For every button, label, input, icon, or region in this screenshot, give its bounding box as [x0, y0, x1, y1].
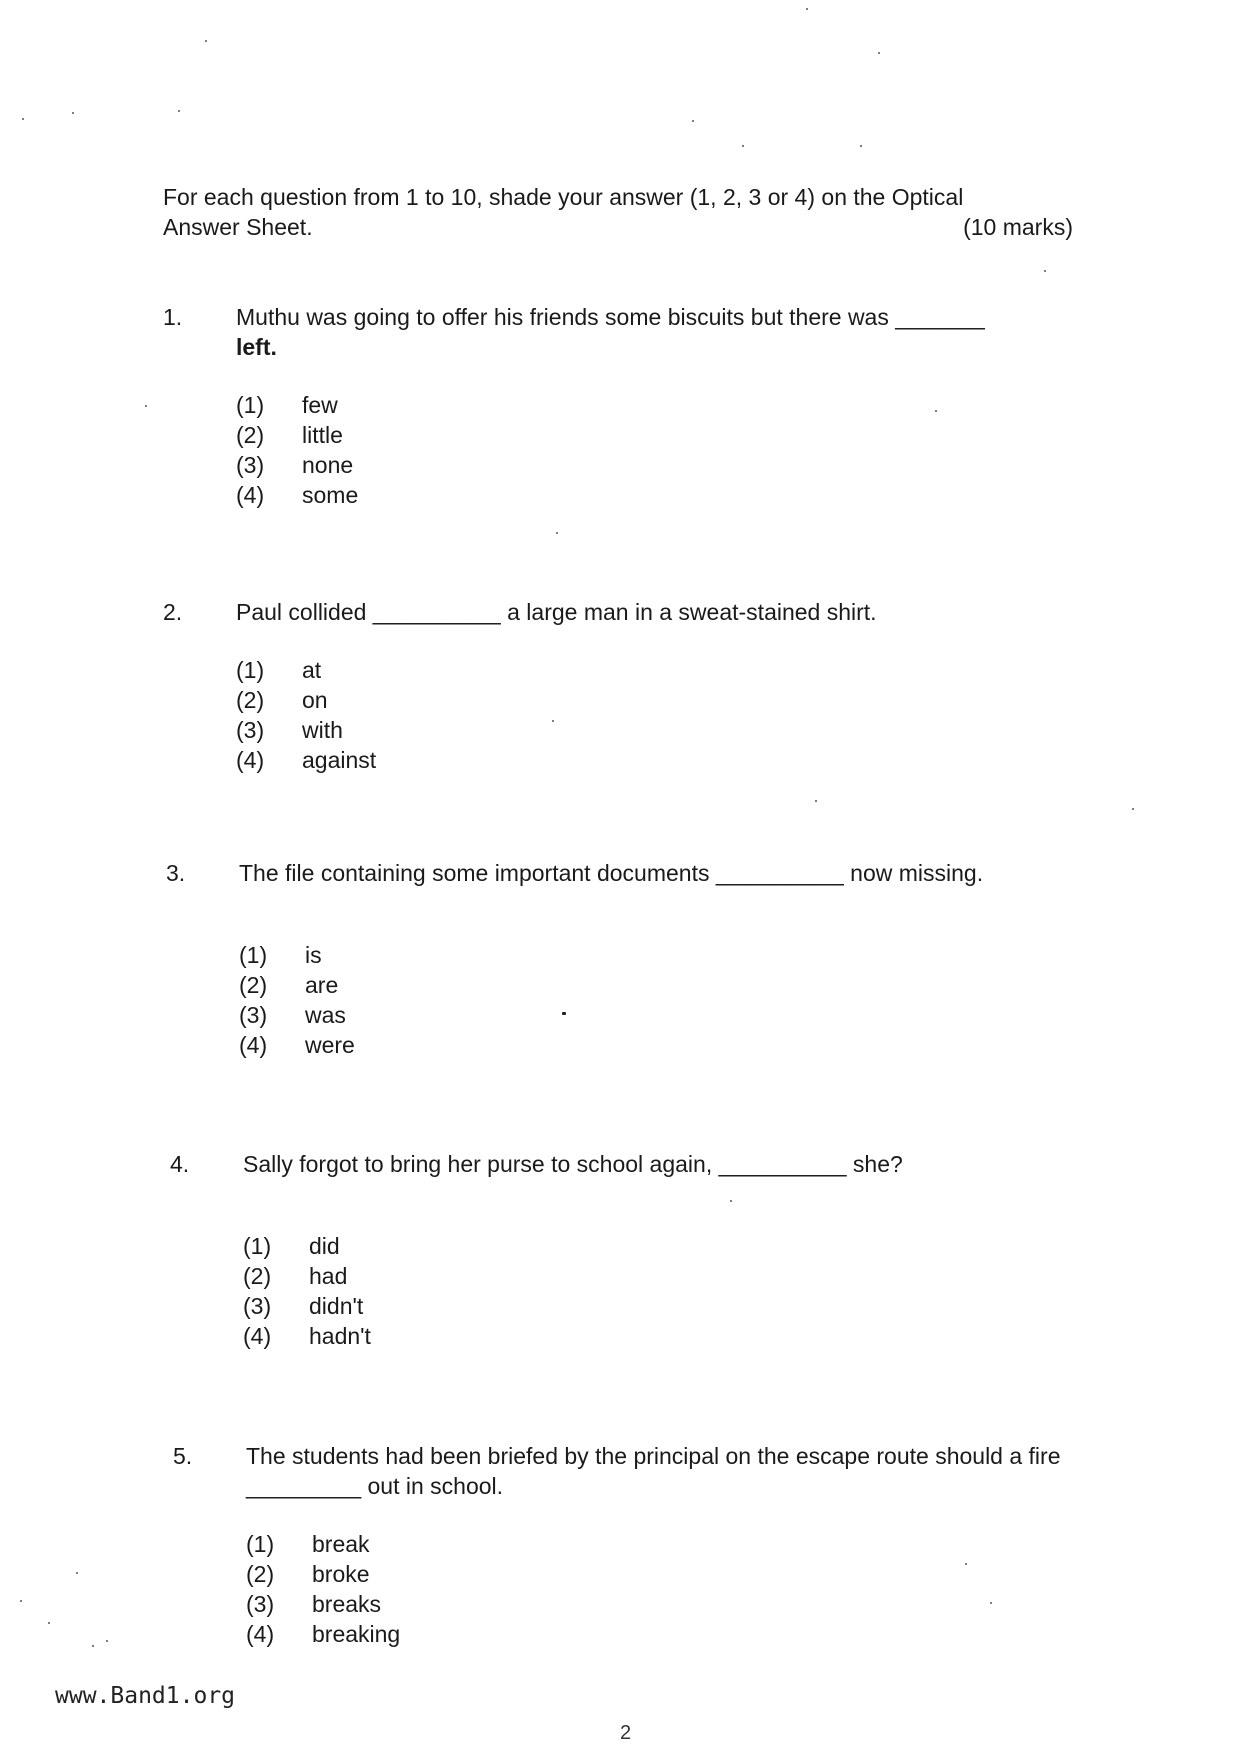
scan-speck — [92, 1645, 94, 1647]
question-number: 1. — [163, 304, 183, 330]
scan-speck — [48, 1622, 50, 1624]
question-2 — [163, 597, 1063, 775]
scan-speck — [1132, 808, 1134, 810]
question-text: Sally forgot to bring her purse to school again, __________ she? — [243, 1151, 903, 1177]
option-text: with — [302, 717, 343, 743]
answer-option[interactable] — [236, 655, 1063, 685]
question-stem-tail: left. — [236, 334, 277, 360]
question-text: The students had been briefed by the principal on the escape route should a fire _________ out in school. — [246, 1443, 1061, 1499]
option-number: (3) — [246, 1591, 275, 1617]
option-number: (3) — [239, 1002, 268, 1028]
marks-label: (10 marks) — [963, 214, 1073, 240]
scan-speck — [145, 405, 147, 407]
answer-option[interactable] — [239, 970, 1066, 1000]
option-text: break — [312, 1531, 370, 1557]
question-text: The file containing some important documents __________ now missing. — [239, 860, 984, 886]
option-text: did — [309, 1233, 340, 1259]
option-number: (2) — [239, 972, 268, 998]
answer-option[interactable] — [236, 480, 1063, 510]
option-number: (1) — [243, 1233, 272, 1259]
option-text: were — [305, 1032, 355, 1058]
answer-option[interactable] — [236, 450, 1063, 480]
answer-option[interactable] — [239, 1030, 1066, 1060]
answer-options — [236, 655, 1063, 775]
option-number: (4) — [236, 747, 265, 773]
answer-option[interactable] — [236, 715, 1063, 745]
instruction-line: Answer Sheet. — [163, 214, 313, 240]
question-number: 3. — [166, 860, 186, 886]
answer-option[interactable] — [246, 1529, 1073, 1559]
question-1 — [163, 302, 1063, 510]
scan-speck — [1044, 270, 1046, 272]
page-number: 2 — [620, 1722, 632, 1744]
scan-speck — [806, 8, 808, 10]
scan-speck — [815, 800, 817, 802]
option-number: (2) — [243, 1263, 272, 1289]
answer-options — [246, 1529, 1073, 1649]
scan-speck — [860, 145, 862, 147]
option-text: breaking — [312, 1621, 401, 1647]
instruction-line: For each question from 1 to 10, shade your answer (1, 2, 3 or 4) on the Optical — [163, 184, 964, 210]
option-number: (2) — [246, 1561, 275, 1587]
footer-url: www.Band1.org — [55, 1683, 236, 1709]
scan-speck — [22, 118, 24, 120]
option-text: are — [305, 972, 339, 998]
scan-speck — [205, 40, 207, 42]
answer-options — [236, 390, 1063, 510]
option-text: little — [302, 422, 343, 448]
question-number: 4. — [170, 1151, 190, 1177]
option-text: didn't — [309, 1293, 364, 1319]
answer-option[interactable] — [246, 1589, 1073, 1619]
option-number: (3) — [236, 452, 265, 478]
option-number: (1) — [246, 1531, 275, 1557]
option-text: was — [305, 1002, 346, 1028]
answer-options — [239, 940, 1066, 1060]
option-number: (3) — [236, 717, 265, 743]
scan-speck — [106, 1640, 108, 1642]
answer-option[interactable] — [239, 940, 1066, 970]
answer-option[interactable] — [243, 1231, 1070, 1261]
option-text: is — [305, 942, 322, 968]
answer-option[interactable] — [246, 1619, 1073, 1649]
instruction-marks-line — [163, 212, 1073, 242]
option-number: (4) — [243, 1323, 272, 1349]
question-text — [236, 302, 1063, 362]
option-text: breaks — [312, 1591, 382, 1617]
answer-option[interactable] — [243, 1261, 1070, 1291]
answer-options — [243, 1231, 1070, 1351]
question-number: 5. — [173, 1443, 193, 1469]
option-number: (4) — [236, 482, 265, 508]
question-4 — [170, 1149, 1070, 1351]
option-number: (1) — [236, 392, 265, 418]
option-text: some — [302, 482, 359, 508]
option-text: on — [302, 687, 328, 713]
question-number: 2. — [163, 599, 183, 625]
option-number: (4) — [239, 1032, 268, 1058]
answer-option[interactable] — [236, 745, 1063, 775]
answer-option[interactable] — [246, 1559, 1073, 1589]
option-number: (4) — [246, 1621, 275, 1647]
scan-speck — [20, 1600, 22, 1602]
question-text: Paul collided __________ a large man in a sweat-stained shirt. — [236, 599, 877, 625]
option-text: at — [302, 657, 322, 683]
option-text: few — [302, 392, 338, 418]
scan-speck — [692, 120, 694, 122]
option-text: none — [302, 452, 354, 478]
scan-speck — [72, 112, 74, 114]
scan-speck — [76, 1572, 78, 1574]
question-3 — [166, 858, 1066, 1060]
scan-speck — [742, 145, 744, 147]
question-5 — [173, 1441, 1073, 1649]
instructions — [163, 182, 1073, 242]
option-text: against — [302, 747, 377, 773]
option-number: (1) — [236, 657, 265, 683]
answer-option[interactable] — [236, 390, 1063, 420]
answer-option[interactable] — [236, 420, 1063, 450]
option-number: (3) — [243, 1293, 272, 1319]
answer-option[interactable] — [243, 1321, 1070, 1351]
scan-speck — [556, 532, 558, 534]
option-number: (1) — [239, 942, 268, 968]
scan-speck — [878, 52, 880, 54]
answer-option[interactable] — [236, 685, 1063, 715]
answer-option[interactable] — [239, 1000, 1066, 1030]
scan-speck — [178, 110, 180, 112]
option-number: (2) — [236, 687, 265, 713]
option-text: broke — [312, 1561, 370, 1587]
option-text: hadn't — [309, 1323, 371, 1349]
answer-option[interactable] — [243, 1291, 1070, 1321]
option-number: (2) — [236, 422, 265, 448]
option-text: had — [309, 1263, 348, 1289]
question-stem: Muthu was going to offer his friends some biscuits but there was _______ — [236, 304, 985, 330]
